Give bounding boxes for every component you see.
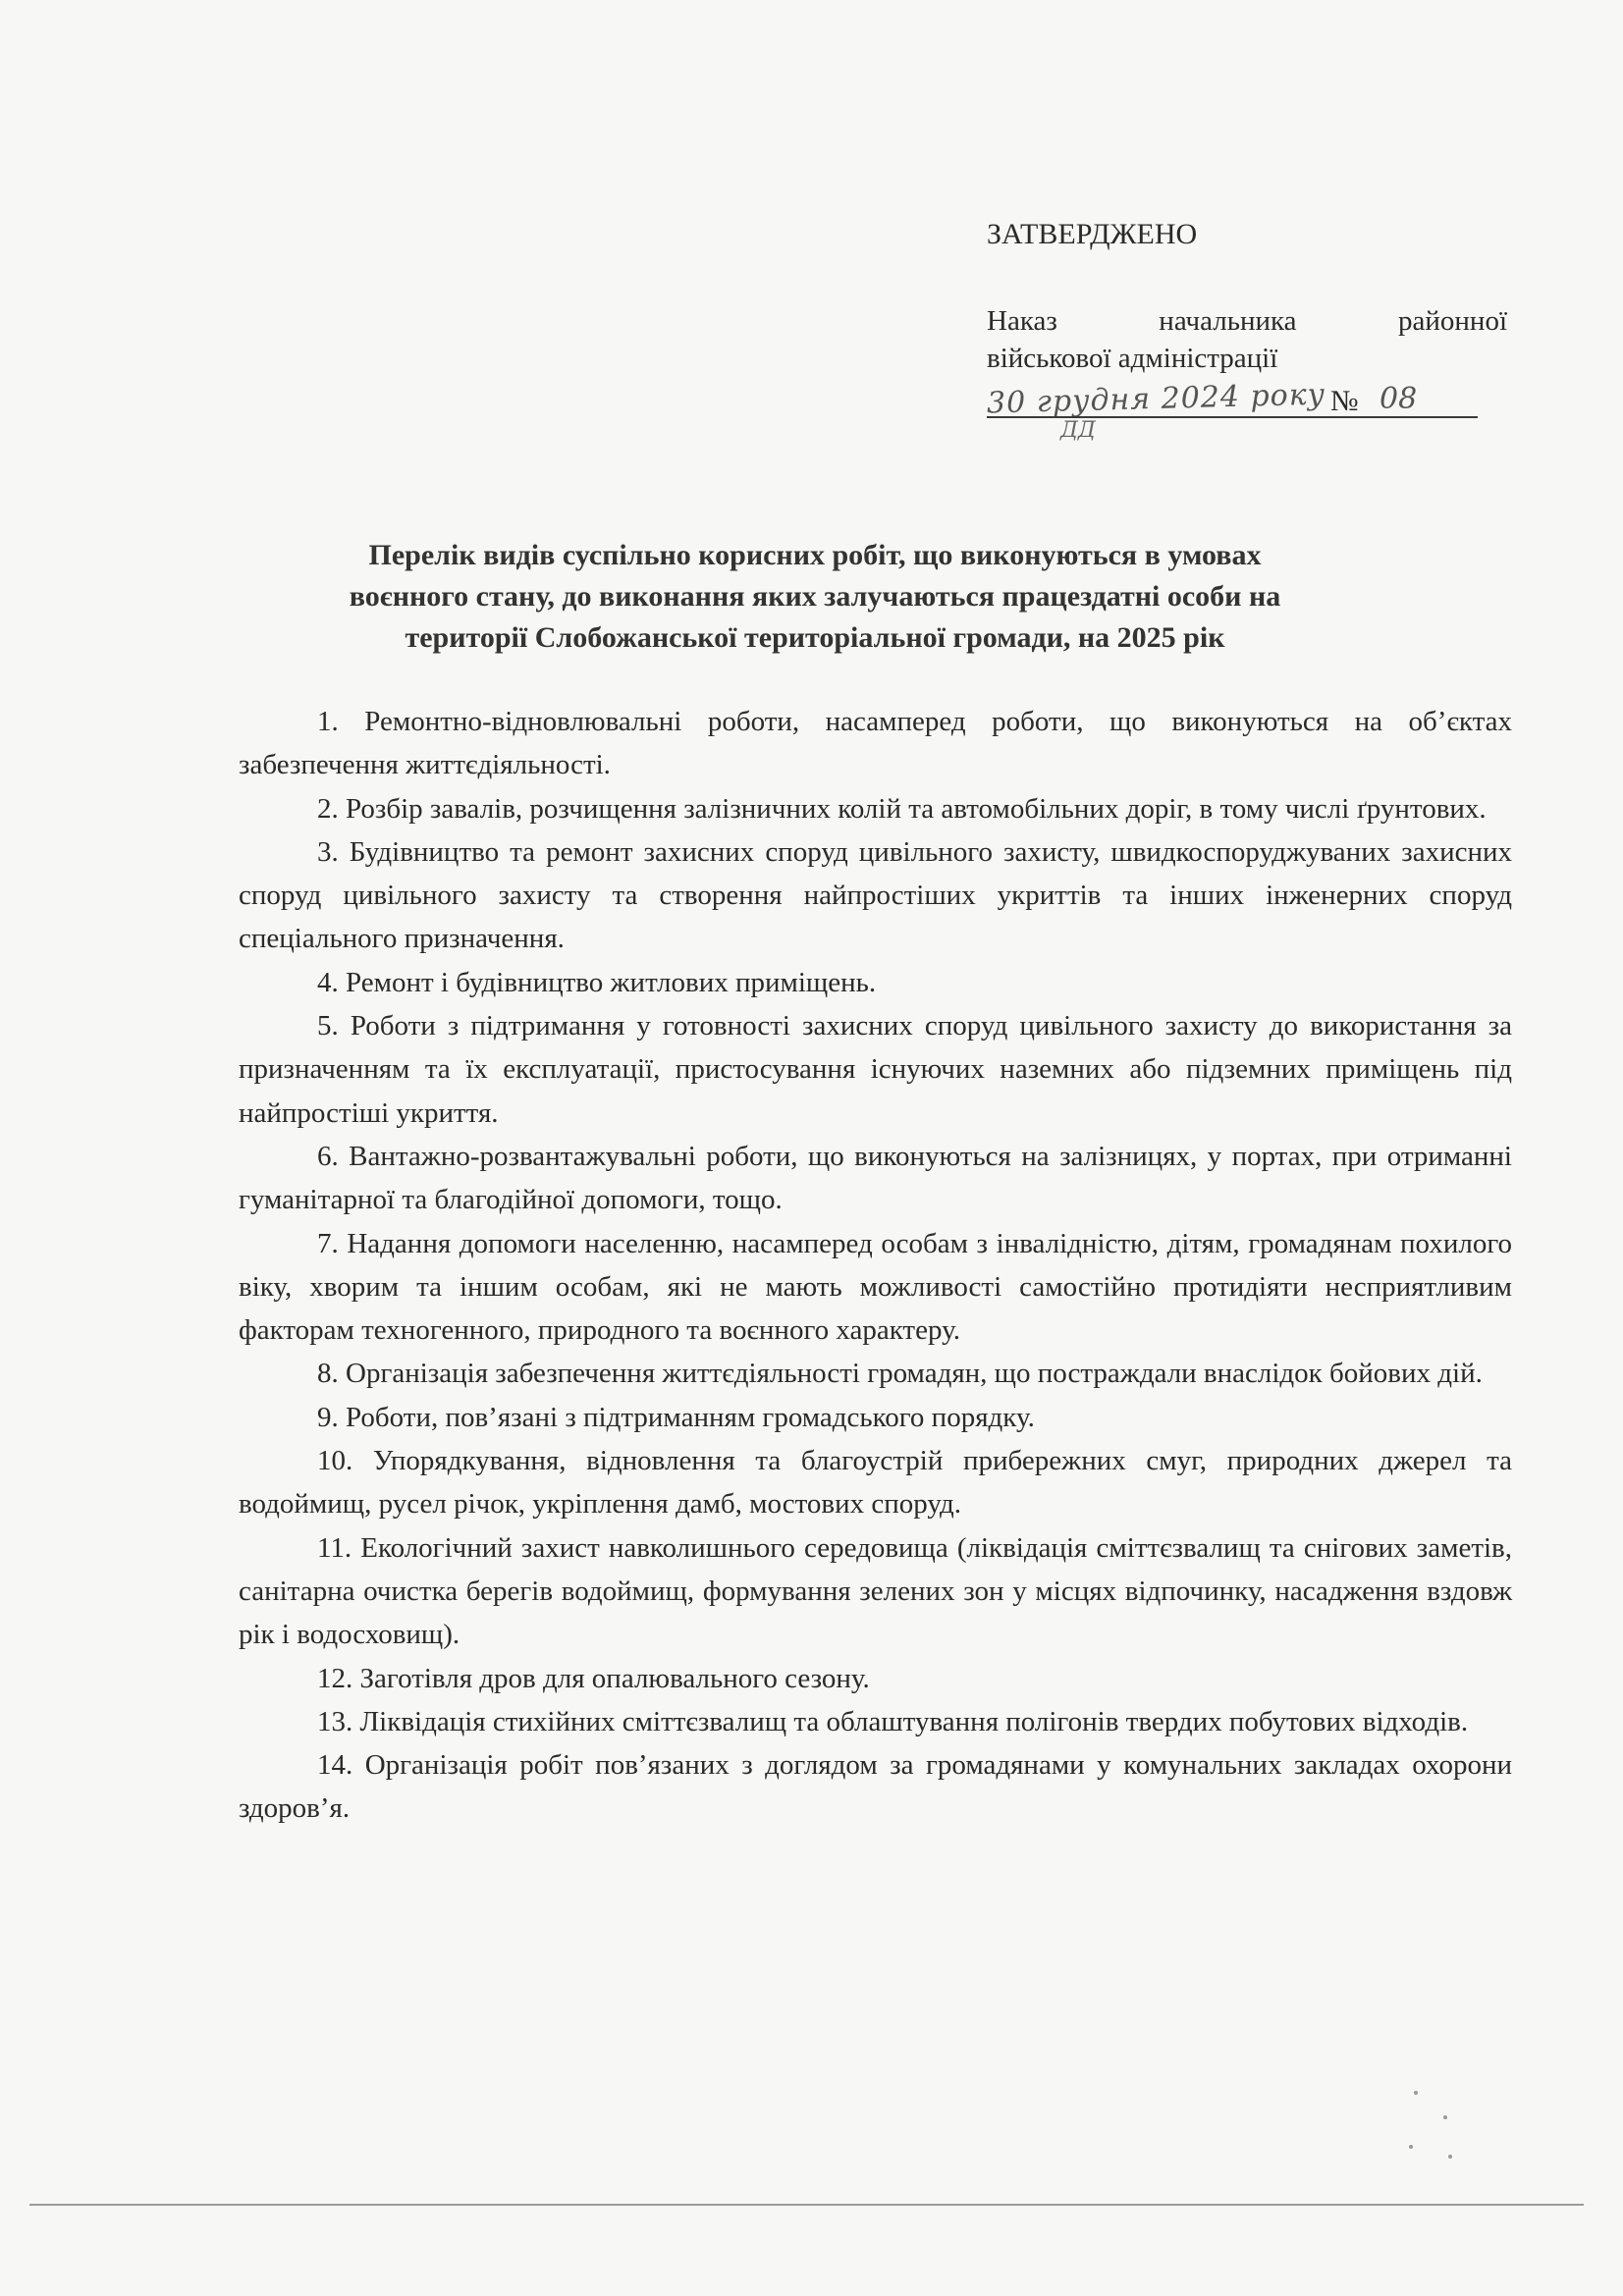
approved-heading: ЗАТВЕРДЖЕНО (987, 218, 1198, 250)
date-number-line (986, 377, 1507, 443)
list-item: 1. Ремонтно-відновлювальні роботи, насамперед роботи, що виконуються на об’єктах забезпечення життєдіяльності. (239, 706, 1512, 781)
list-item: 8. Організація забезпечення життєдіяльності громадян, що постраждали внаслідок бойових дій. (317, 1358, 1483, 1390)
list-item: 10. Упорядкування, відновлення та благоустрій прибережних смуг, природних джерел та водоймищ, русел річок, укріплення дамб, мостових споруд. (239, 1445, 1512, 1521)
list-item: 13. Ліквідація стихійних сміттєзвалищ та облаштування полігонів твердих побутових відходів. (317, 1705, 1469, 1737)
scan-speck (1409, 2145, 1413, 2149)
approval-block (986, 216, 1507, 443)
number-label: № (1330, 385, 1359, 417)
list-item: 9. Роботи, пов’язані з підтриманням громадського порядку. (317, 1401, 1035, 1433)
title-line-3: території Слобожанської територіальної громади, на 2025 рік (405, 621, 1225, 654)
scan-speck (1448, 2155, 1452, 2159)
list-item: 11. Екологічний захист навколишнього середовища (ліквідація сміттєзвалищ та снігових заметів, санітарна очистка берегів водоймищ, формування зелених зон у місцях відпочинку, насадження вздовж рік і водосховищ). (239, 1531, 1512, 1651)
list-item: 14. Організація робіт пов’язаних з доглядом за громадянами у комунальних закладах охорони здоров’я. (239, 1749, 1512, 1825)
scan-edge-line (29, 2204, 1584, 2206)
order-line-1: Наказ начальника районної (987, 305, 1507, 337)
handwritten-subnote: ДД (1060, 418, 1096, 443)
list-item: 3. Будівництво та ремонт захисних споруд цивільного захисту, швидкоспоруджуваних захисних споруд цивільного захисту та створення найпростіших укриттів та інших інженерних споруд спеціального призначення. (239, 835, 1512, 955)
list-item: 5. Роботи з підтримання у готовності захисних споруд цивільного захисту до використання за призначенням та їх експлуатації, пристосування існуючих наземних або підземних приміщень під найпростіші укриття. (239, 1010, 1512, 1129)
scan-speck (1443, 2115, 1447, 2119)
list-item: 2. Розбір завалів, розчищення залізничних колій та автомобільних доріг, в тому числі ґрунтових. (317, 792, 1487, 825)
list-item: 7. Надання допомоги населенню, насамперед особам з інвалідністю, дітям, громадянам похилого віку, хворим та іншим особам, які не мають можливості самостійно протидіяти несприятливим факторам техногенного, природного та воєнного характеру. (239, 1227, 1512, 1347)
underline (987, 416, 1478, 418)
handwritten-number: 08 (1380, 382, 1418, 416)
handwritten-date: 30 грудня 2024 року (986, 377, 1326, 421)
order-line-2: військової адміністрації (987, 343, 1278, 374)
works-list (239, 700, 1512, 1831)
scan-specks (1394, 2086, 1463, 2174)
list-item: 12. Заготівля дров для опалювального сезону. (317, 1662, 870, 1694)
scan-speck (1414, 2091, 1418, 2095)
list-item: 6. Вантажно-розвантажувальні роботи, що виконуються на залізницях, у портах, при отриманні гуманітарної та благодійної допомоги, тощо. (239, 1140, 1512, 1216)
document-title (236, 535, 1394, 659)
list-item: 4. Ремонт і будівництво житлових приміщень. (317, 966, 877, 998)
title-line-1: Перелік видів суспільно корисних робіт, що виконуються в умовах (368, 539, 1262, 571)
title-line-2: воєнного стану, до виконання яких залучаються працездатні особи на (349, 580, 1281, 613)
